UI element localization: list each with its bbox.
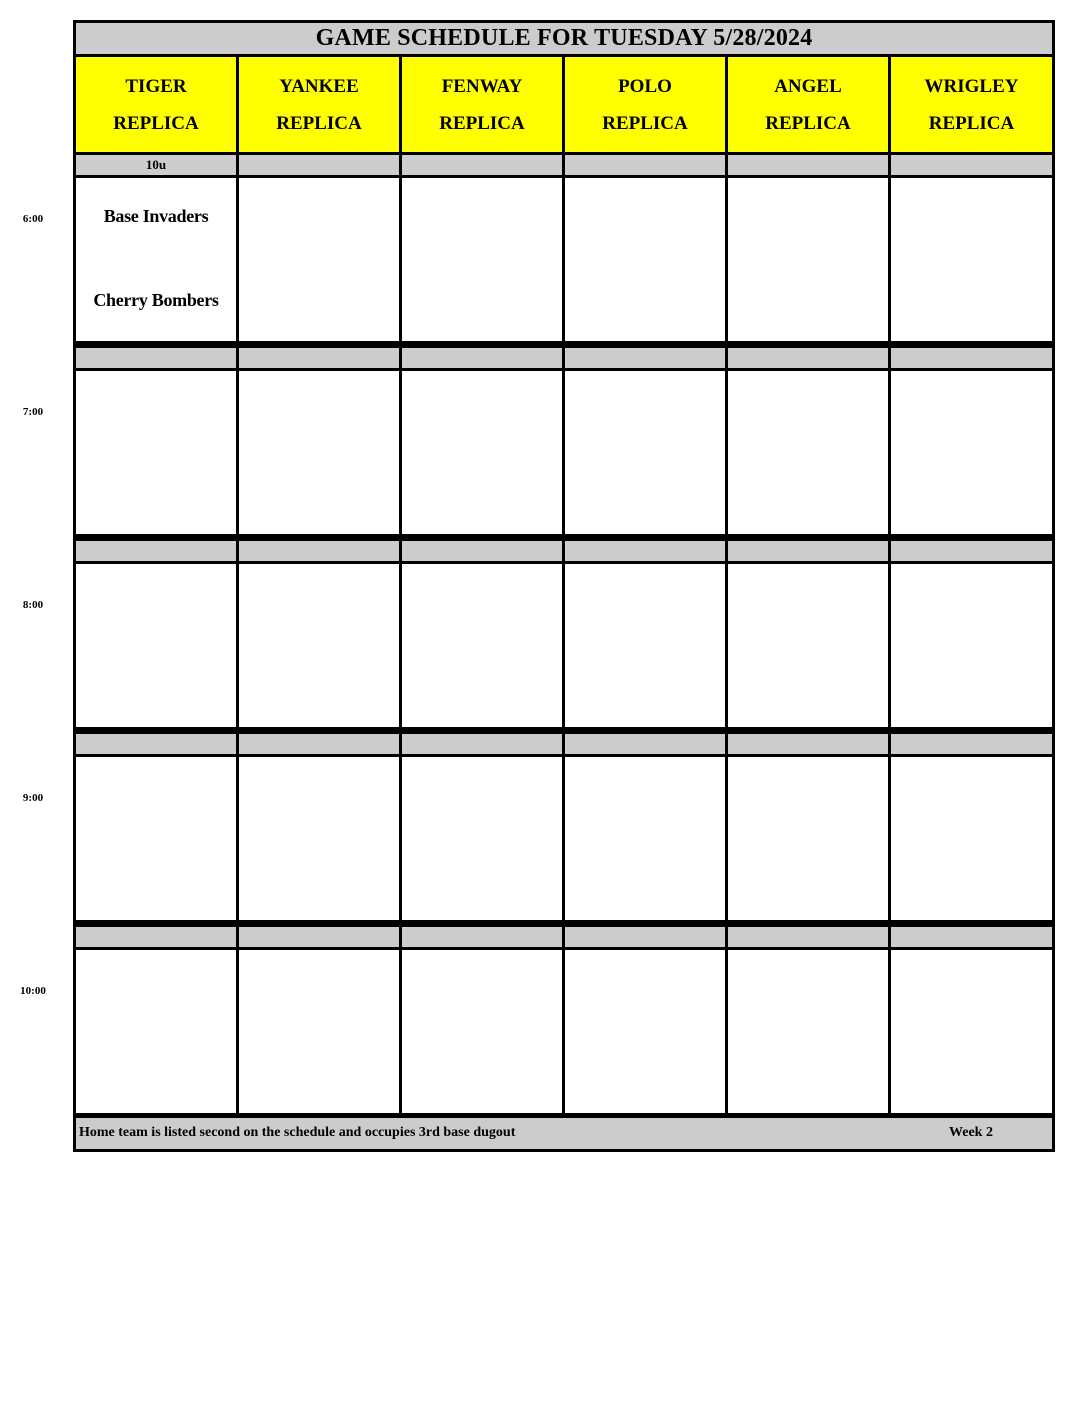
game-cell	[565, 757, 725, 920]
game-cell	[402, 950, 562, 1113]
field-header	[239, 57, 399, 152]
division-band	[565, 927, 725, 947]
game-cell	[891, 950, 1052, 1113]
time-label: 6:00	[22, 213, 44, 225]
game-cell	[239, 371, 399, 534]
game-cell	[565, 950, 725, 1113]
field-header	[76, 57, 236, 152]
division-band	[565, 348, 725, 368]
division-band	[239, 155, 399, 175]
game-cell	[239, 178, 399, 341]
division-band	[76, 734, 236, 754]
field-type: REPLICA	[276, 112, 362, 134]
game-cell	[239, 950, 399, 1113]
division-band	[728, 541, 888, 561]
division-band	[239, 734, 399, 754]
field-header	[402, 57, 562, 152]
game-cell	[239, 757, 399, 920]
game-cell	[891, 564, 1052, 727]
schedule-title: GAME SCHEDULE FOR TUESDAY 5/28/2024	[76, 23, 1052, 54]
schedule-footer	[76, 1118, 1052, 1149]
time-label: 8:00	[22, 599, 44, 611]
field-name: POLO	[618, 75, 672, 97]
home-team-note: Home team is listed second on the schedule and occupies 3rd base dugout	[79, 1125, 516, 1140]
game-cell	[402, 564, 562, 727]
division-band	[891, 155, 1052, 175]
game-cell	[728, 178, 888, 341]
time-label: 9:00	[22, 792, 44, 804]
division-band	[565, 155, 725, 175]
game-cell	[891, 757, 1052, 920]
game-cell	[239, 564, 399, 727]
division-band	[891, 734, 1052, 754]
field-type: REPLICA	[765, 112, 851, 134]
division-band	[728, 348, 888, 368]
game-cell	[565, 371, 725, 534]
field-type: REPLICA	[928, 112, 1015, 134]
division-band	[728, 927, 888, 947]
field-type: REPLICA	[439, 112, 525, 134]
home-team: Cherry Bombers	[93, 290, 219, 310]
game-cell	[728, 950, 888, 1113]
division-band	[891, 927, 1052, 947]
division-band	[239, 927, 399, 947]
division-band	[76, 348, 236, 368]
division-band	[76, 541, 236, 561]
time-label: 7:00	[22, 406, 44, 418]
division-band	[239, 541, 399, 561]
game-cell	[565, 564, 725, 727]
week-label: Week 2	[949, 1125, 993, 1140]
game-cell	[402, 371, 562, 534]
schedule-table	[73, 20, 1055, 1152]
division-band	[728, 734, 888, 754]
division-band	[76, 927, 236, 947]
field-type: REPLICA	[602, 112, 688, 134]
field-header	[728, 57, 888, 152]
field-header	[565, 57, 725, 152]
division-band	[402, 348, 562, 368]
game-cell	[76, 757, 236, 920]
game-cell	[76, 178, 236, 341]
game-cell	[728, 564, 888, 727]
away-team: Base Invaders	[103, 206, 209, 226]
field-name: WRIGLEY	[924, 75, 1019, 97]
division-band	[565, 734, 725, 754]
game-cell	[402, 757, 562, 920]
division-band	[402, 927, 562, 947]
field-name: TIGER	[125, 75, 187, 97]
division-band	[402, 734, 562, 754]
division-band	[728, 155, 888, 175]
time-label: 10:00	[20, 985, 46, 997]
division-band: 10u	[76, 155, 236, 175]
game-cell	[891, 371, 1052, 534]
division-band	[891, 541, 1052, 561]
field-name: ANGEL	[774, 75, 842, 97]
field-name: YANKEE	[279, 75, 359, 97]
division-band	[565, 541, 725, 561]
field-name: FENWAY	[441, 75, 523, 97]
division-band	[891, 348, 1052, 368]
field-type: REPLICA	[113, 112, 199, 134]
game-cell	[728, 371, 888, 534]
division-band	[402, 541, 562, 561]
game-cell	[76, 950, 236, 1113]
field-header	[891, 57, 1052, 152]
division-band	[239, 348, 399, 368]
game-cell	[76, 371, 236, 534]
game-cell	[76, 564, 236, 727]
division-band	[402, 155, 562, 175]
game-cell	[891, 178, 1052, 341]
game-cell	[402, 178, 562, 341]
game-cell	[565, 178, 725, 341]
game-cell	[728, 757, 888, 920]
